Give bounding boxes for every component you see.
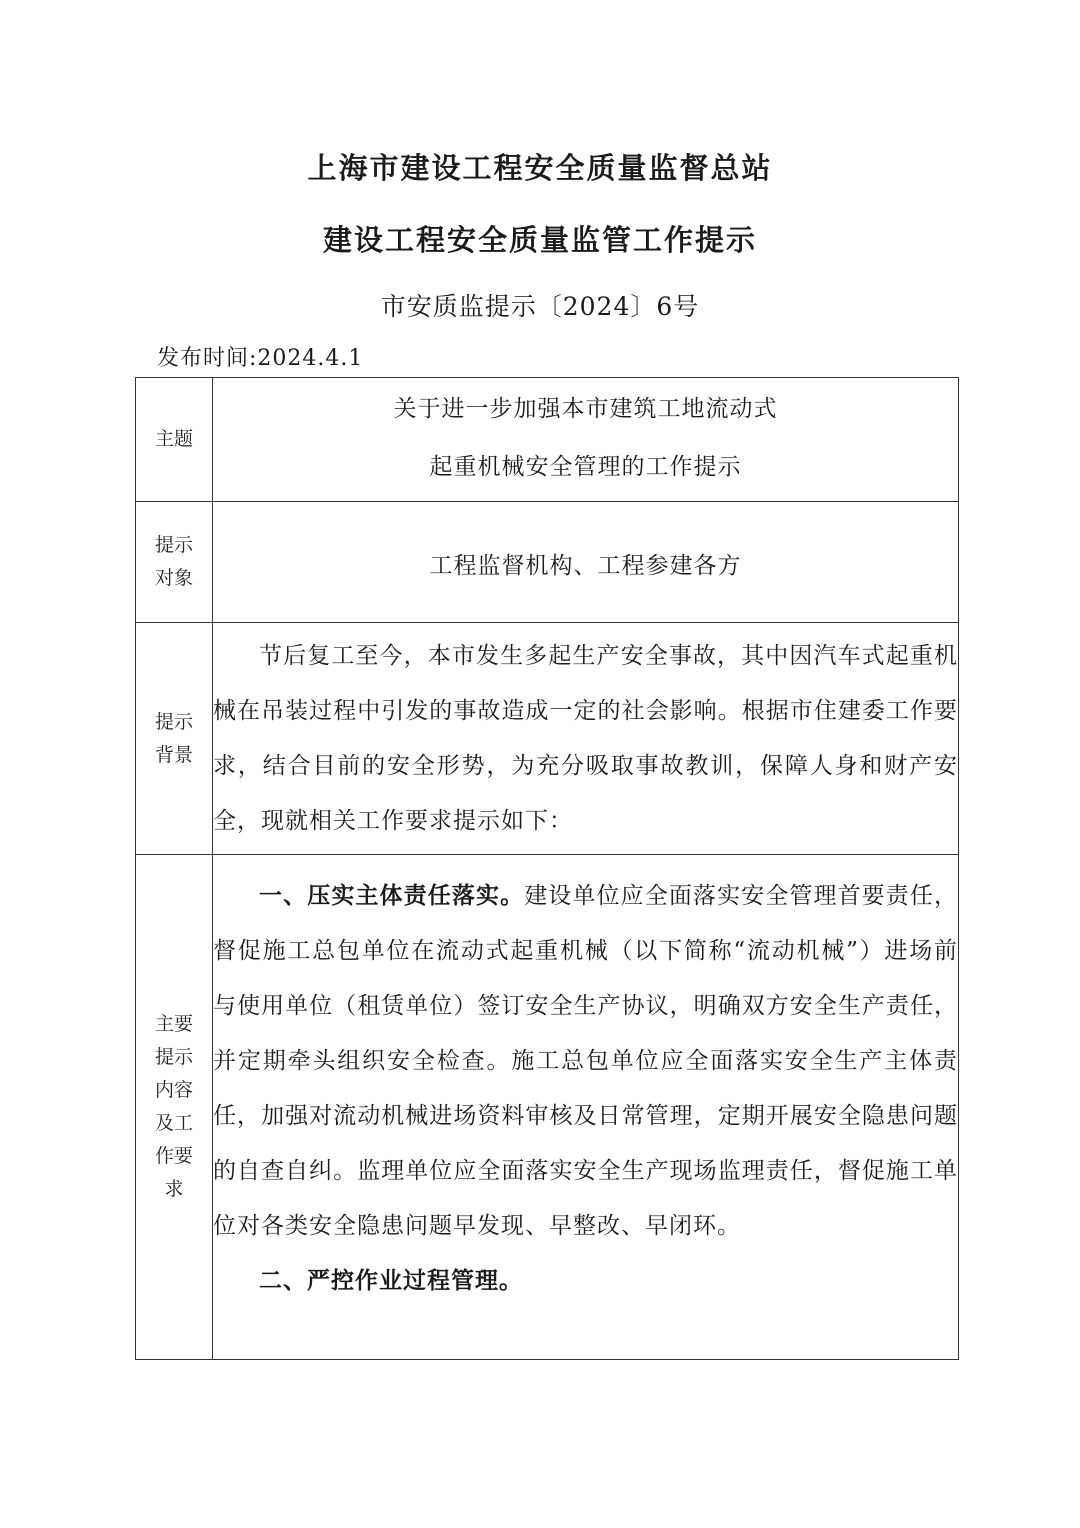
background-cell <box>213 623 959 855</box>
content-cell <box>213 855 959 1360</box>
label-subject: 主题 <box>154 428 193 450</box>
label-background: 提示背景 <box>154 710 193 766</box>
publish-date: 发布时间:2024.4.1 <box>157 346 364 371</box>
issuing-organization: 上海市建设工程安全质量监督总站 <box>307 151 773 185</box>
row-content <box>136 855 959 1360</box>
label-target: 提示对象 <box>154 534 193 589</box>
item-1-heading: 一、压实主体责任落实。 <box>259 883 525 909</box>
label-cell-content <box>136 855 213 1360</box>
label-cell-background <box>136 623 213 855</box>
row-target <box>136 502 959 623</box>
content-item-1 <box>213 869 958 1254</box>
label-cell-subject <box>136 378 213 502</box>
document-number: 市安质监提示〔2024〕6号 <box>380 292 700 321</box>
background-text: 节后复工至今，本市发生多起生产安全事故，其中因汽车式起重机械在吊装过程中引发的事故造成一定的社会影响。根据市住建委工作要求，结合目前的安全形势，为充分吸取事故教训，保障人身和财产安全，现就相关工作要求提示如下： <box>213 642 958 834</box>
row-background <box>136 623 959 855</box>
label-cell-target <box>136 502 213 623</box>
document-title: 建设工程安全质量监管工作提示 <box>322 223 757 257</box>
item-1-text: 建设单位应全面落实安全管理首要责任，督促施工总包单位在流动式起重机械（以下简称“流动机械”）进场前与使用单位（租赁单位）签订安全生产协议，明确双方安全生产责任，并定期牵头组织安全检查。施工总包单位应全面落实安全生产主体责任，加强对流动机械进场资料审核及日常管理，定期开展安全隐患问题的自查自纠。监理单位应全面落实安全生产现场监理责任，督促施工单位对各类安全隐患问题早发现、早整改、早闭环。 <box>213 883 959 1239</box>
target-cell <box>213 502 959 623</box>
content-item-2 <box>213 1254 958 1309</box>
notice-table <box>135 377 959 1360</box>
row-subject <box>136 378 959 502</box>
subject-line-1: 关于进一步加强本市建筑工地流动式 <box>393 395 778 422</box>
subject-line-2: 起重机械安全管理的工作提示 <box>429 453 742 480</box>
target-value: 工程监督机构、工程参建各方 <box>429 553 742 579</box>
label-content: 主要提示内容及工作要求 <box>154 1013 193 1200</box>
item-2-heading: 二、严控作业过程管理。 <box>259 1268 523 1294</box>
subject-cell <box>213 378 959 502</box>
